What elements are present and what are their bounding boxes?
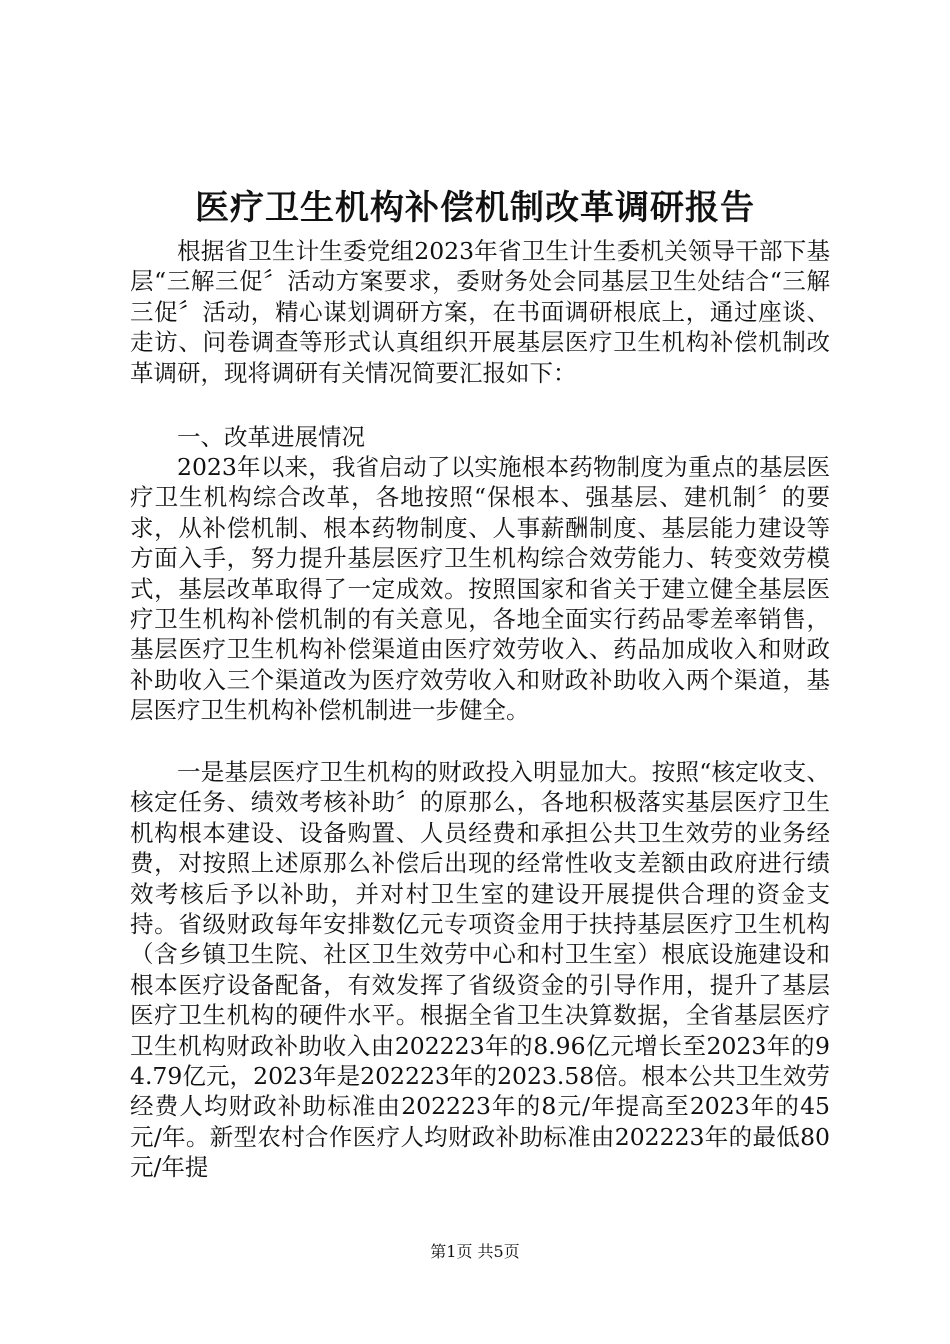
document-title: 医疗卫生机构补偿机制改革调研报告 (195, 188, 755, 228)
progress-paragraph: 2023年以来，我省启动了以实施根本药物制度为重点的基层医疗卫生机构综合改革，各地按照“保根本、强基层、建机制〞的要求，从补偿机制、根本药物制度、人事薪酬制度、基层能力建设等方面入手，努力提升基层医疗卫生机构综合效劳能力、转变效劳模式，基层改革取得了一定成效。按照国家和省关于建立健全基层医疗卫生机构补偿机制的有关意见，各地全面实行药品零差率销售，基层医疗卫生机构补偿渠道由医疗效劳收入、药品加成收入和财政补助收入三个渠道改为医疗效劳收入和财政补助收入两个渠道，基层医疗卫生机构补偿机制进一步健全。 (130, 453, 830, 725)
section-heading: 一、改革进展情况 (177, 423, 365, 451)
first-point-paragraph: 一是基层医疗卫生机构的财政投入明显加大。按照“核定收支、核定任务、绩效考核补助〞的原那么，各地积极落实基层医疗卫生机构根本建设、设备购置、人员经费和承担公共卫生效劳的业务经费，对按照上述原那么补偿后出现的经常性收支差额由政府进行绩效考核后予以补助，并对村卫生室的建设开展提供合理的资金支持。省级财政每年安排数亿元专项资金用于扶持基层医疗卫生机构（含乡镇卫生院、社区卫生效劳中心和村卫生室）根底设施建设和根本医疗设备配备，有效发挥了省级资金的引导作用，提升了基层医疗卫生机构的硬件水平。根据全省卫生决算数据，全省基层医疗卫生机构财政补助收入由202223年的8.96亿元增长至2023年的94.79亿元，2023年是202223年的2023.58倍。根本公共卫生效劳经费人均财政补助标准由202223年的8元/年提高至2023年的45元/年。新型农村合作医疗人均财政补助标准由202223年的最低80元/年提 (130, 758, 830, 1182)
page-footer: 第1页 共5页 (430, 1242, 520, 1261)
intro-paragraph: 根据省卫生计生委党组2023年省卫生计生委机关领导干部下基层“三解三促〞活动方案要求，委财务处会同基层卫生处结合“三解三促〞活动，精心谋划调研方案，在书面调研根底上，通过座谈、走访、问卷调查等形式认真组织开展基层医疗卫生机构补偿机制改革调研，现将调研有关情况简要汇报如下： (130, 237, 830, 387)
